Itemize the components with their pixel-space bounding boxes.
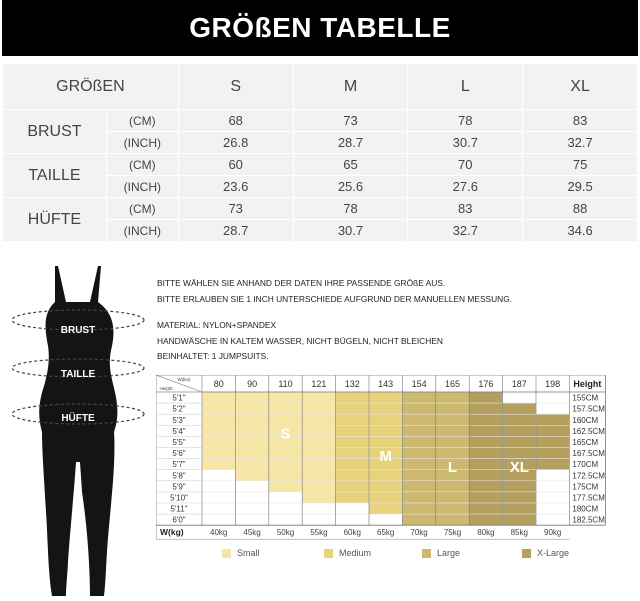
heat-cell xyxy=(269,459,302,470)
heat-cell xyxy=(402,392,435,403)
lbs-tick-label: 110 xyxy=(278,379,293,389)
heat-cell xyxy=(302,425,335,436)
heat-cell xyxy=(336,436,369,447)
size-table xyxy=(2,63,638,242)
legend-item-medium xyxy=(324,548,371,558)
heat-cell xyxy=(202,448,235,459)
heat-cell xyxy=(436,448,469,459)
value-cell: 68 xyxy=(178,110,293,132)
kg-tick-label: 70kg xyxy=(410,528,428,538)
legend-label: Small xyxy=(237,548,260,558)
heat-cell xyxy=(302,492,335,503)
heat-cell xyxy=(336,481,369,492)
height-cm-label: 167.5CM xyxy=(572,449,605,459)
heat-cell xyxy=(336,492,369,503)
heat-cell xyxy=(336,503,369,514)
lbs-tick-label: 80 xyxy=(213,379,224,389)
heat-cell xyxy=(503,414,536,425)
kg-tick-label: 50kg xyxy=(276,528,295,538)
size-region-label: S xyxy=(280,425,291,443)
heat-cell xyxy=(235,414,268,425)
heat-cell xyxy=(235,403,268,414)
heat-cell xyxy=(202,425,235,436)
heat-cell xyxy=(369,425,402,436)
heat-cell xyxy=(436,481,469,492)
value-cell: 83 xyxy=(408,198,523,220)
lbs-tick-label: 176 xyxy=(478,379,494,389)
heat-cell xyxy=(436,492,469,503)
size-table-header xyxy=(3,64,638,110)
corner-lbs-label: W(lbs) xyxy=(177,377,191,382)
heat-cell xyxy=(369,470,402,481)
kg-tick-label: 55kg xyxy=(310,528,328,538)
heat-cell xyxy=(336,414,369,425)
unit-cell: (INCH) xyxy=(106,176,178,198)
lbs-tick-label: 121 xyxy=(311,379,327,389)
heat-cell xyxy=(469,470,502,481)
value-cell: 73 xyxy=(293,110,408,132)
heat-cell xyxy=(503,436,536,447)
value-cell: 75 xyxy=(523,154,638,176)
heat-cell xyxy=(302,448,335,459)
heat-cell xyxy=(336,392,369,403)
heat-cell xyxy=(536,448,569,459)
heat-cell xyxy=(336,459,369,470)
kg-tick-label: 80kg xyxy=(477,528,495,538)
heat-cell xyxy=(202,481,235,492)
heat-cell xyxy=(402,425,435,436)
heat-cell xyxy=(503,425,536,436)
heat-cell xyxy=(503,392,536,403)
heat-cell xyxy=(235,448,268,459)
note-4: HANDWÄSCHE IN KALTEM WASSER, NICHT BÜGELN, NICHT BLEICHEN xyxy=(157,336,443,346)
heat-cell xyxy=(503,403,536,414)
legend-label: Large xyxy=(437,548,461,558)
value-cell: 23.6 xyxy=(178,176,293,198)
height-ft-label: 5'11" xyxy=(170,504,188,514)
heat-cell xyxy=(302,481,335,492)
heat-cell xyxy=(402,448,435,459)
unit-cell: (INCH) xyxy=(106,132,178,154)
heat-cell xyxy=(536,459,569,470)
size-m: M xyxy=(293,64,408,110)
height-cm-label: 182.5CM xyxy=(572,515,605,525)
height-cm-label: 165CM xyxy=(572,438,599,447)
heat-cell xyxy=(469,414,502,425)
heat-cell xyxy=(369,392,402,403)
value-cell: 32.7 xyxy=(408,220,523,242)
height-ft-label: 5'7" xyxy=(172,460,186,470)
size-region-label: XL xyxy=(509,458,529,476)
kg-tick-label: 90kg xyxy=(544,528,562,538)
heat-cell xyxy=(235,481,268,492)
heat-cell xyxy=(436,403,469,414)
size-region-label: M xyxy=(379,447,392,465)
unit-cell: (CM) xyxy=(106,154,178,176)
height-cm-label: 162.5CM xyxy=(572,426,605,436)
kg-tick-label: 75kg xyxy=(443,528,462,538)
heat-cell xyxy=(469,425,502,436)
height-ft-label: 5'6" xyxy=(172,449,186,459)
heat-cell xyxy=(235,514,268,525)
heat-cell xyxy=(202,436,235,447)
legend xyxy=(222,548,602,564)
heat-cell xyxy=(235,459,268,470)
kg-tick-label: 40kg xyxy=(210,528,228,538)
heat-cell xyxy=(202,403,235,414)
note-5: BEINHALTET: 1 JUMPSUITS. xyxy=(157,351,269,361)
value-cell: 70 xyxy=(408,154,523,176)
height-ft-label: 5'5" xyxy=(172,438,186,447)
heat-cell xyxy=(402,492,435,503)
heat-cell xyxy=(469,436,502,447)
heat-cell xyxy=(402,436,435,447)
heat-cell xyxy=(402,481,435,492)
heat-cell xyxy=(536,514,569,525)
size-header-label: GRÖßEN xyxy=(3,64,179,110)
unit-cell: (CM) xyxy=(106,110,178,132)
title-bar xyxy=(2,0,638,56)
heat-cell xyxy=(302,414,335,425)
height-ft-label: 5'4" xyxy=(172,426,186,436)
value-cell: 78 xyxy=(293,198,408,220)
value-cell: 32.7 xyxy=(523,132,638,154)
heat-cell xyxy=(202,503,235,514)
value-cell: 26.8 xyxy=(178,132,293,154)
lbs-tick-label: 143 xyxy=(378,379,394,389)
heat-cell xyxy=(402,470,435,481)
heat-cell xyxy=(302,436,335,447)
heat-cell xyxy=(369,403,402,414)
legend-item-xlarge xyxy=(522,548,569,558)
heat-cell xyxy=(469,514,502,525)
height-ft-label: 5'10" xyxy=(170,493,188,503)
value-cell: 73 xyxy=(178,198,293,220)
heat-cell xyxy=(436,392,469,403)
figure-label-taille: TAILLE xyxy=(60,369,96,380)
value-cell: 25.6 xyxy=(293,176,408,198)
heat-cell xyxy=(503,514,536,525)
height-header-label: Height xyxy=(573,379,602,389)
value-cell: 27.6 xyxy=(408,176,523,198)
lbs-tick-label: 132 xyxy=(344,379,360,389)
value-cell: 78 xyxy=(408,110,523,132)
heat-cell xyxy=(402,514,435,525)
heat-cell xyxy=(369,503,402,514)
heat-cell xyxy=(235,436,268,447)
jumpsuit-silhouette xyxy=(39,266,117,596)
heat-cell xyxy=(202,392,235,403)
heat-cell xyxy=(436,425,469,436)
row-name-taille: TAILLE xyxy=(3,154,107,198)
heat-cell xyxy=(469,459,502,470)
height-ft-label: 5'8" xyxy=(172,471,186,481)
heat-cell xyxy=(469,492,502,503)
heat-cell xyxy=(202,414,235,425)
heat-cell xyxy=(503,492,536,503)
heat-cell xyxy=(302,514,335,525)
heat-cell xyxy=(469,403,502,414)
row-name-brust: BRUST xyxy=(3,110,107,154)
kg-tick-label: 60kg xyxy=(343,528,361,538)
heat-cell xyxy=(402,503,435,514)
size-s: S xyxy=(178,64,293,110)
legend-label: Medium xyxy=(339,548,372,558)
heat-cell xyxy=(302,470,335,481)
heat-cell xyxy=(536,425,569,436)
heat-cell xyxy=(235,425,268,436)
heat-cell xyxy=(402,403,435,414)
table-row xyxy=(3,198,638,220)
heat-cell xyxy=(269,414,302,425)
heat-cell xyxy=(369,414,402,425)
heat-cell xyxy=(536,436,569,447)
heat-cell xyxy=(202,470,235,481)
height-cm-label: 155CM xyxy=(572,393,599,403)
heat-cell xyxy=(469,503,502,514)
height-ft-label: 5'1" xyxy=(172,393,186,403)
lbs-tick-label: 165 xyxy=(444,379,461,389)
heat-cell xyxy=(202,459,235,470)
lbs-tick-label: 154 xyxy=(411,379,427,389)
height-cm-label: 160CM xyxy=(572,415,599,425)
heat-cell xyxy=(369,492,402,503)
height-weight-chart xyxy=(156,375,608,547)
heat-cell xyxy=(336,448,369,459)
figure-label-huefte: HÜFTE xyxy=(61,413,95,424)
heat-cell xyxy=(235,503,268,514)
size-l: L xyxy=(408,64,523,110)
jumpsuit-figure xyxy=(8,262,148,598)
heat-cell xyxy=(269,492,302,503)
value-cell: 34.6 xyxy=(523,220,638,242)
heat-cell xyxy=(269,392,302,403)
size-xl: XL xyxy=(523,64,638,110)
heat-cell xyxy=(436,514,469,525)
heat-cell xyxy=(202,492,235,503)
heat-cell xyxy=(369,514,402,525)
heat-cell xyxy=(402,414,435,425)
legend-label: X-Large xyxy=(537,548,570,558)
heat-cell xyxy=(503,481,536,492)
corner-height-label: Height xyxy=(159,386,173,391)
heat-cell xyxy=(469,481,502,492)
heat-cell xyxy=(536,492,569,503)
height-cm-label: 175CM xyxy=(572,482,599,492)
heat-cell xyxy=(302,392,335,403)
unit-cell: (CM) xyxy=(106,198,178,220)
value-cell: 29.5 xyxy=(523,176,638,198)
height-cm-label: 177.5CM xyxy=(572,493,605,503)
heat-cell xyxy=(369,481,402,492)
kg-tick-label: 45kg xyxy=(243,528,261,538)
heat-cell xyxy=(336,425,369,436)
heat-cell xyxy=(302,459,335,470)
legend-swatch xyxy=(324,549,333,558)
heat-cell xyxy=(469,392,502,403)
heat-cell xyxy=(536,481,569,492)
note-3: MATERIAL: NYLON+SPANDEX xyxy=(157,320,277,330)
heat-cell xyxy=(302,403,335,414)
height-ft-label: 5'3" xyxy=(172,415,186,425)
heat-cell xyxy=(235,492,268,503)
heat-cell xyxy=(269,403,302,414)
heat-cell xyxy=(469,448,502,459)
height-cm-label: 172.5CM xyxy=(572,471,605,481)
value-cell: 28.7 xyxy=(293,132,408,154)
kg-tick-label: 65kg xyxy=(377,528,395,538)
heat-cell xyxy=(235,470,268,481)
legend-swatch xyxy=(422,549,431,558)
heat-cell xyxy=(402,459,435,470)
heat-cell xyxy=(302,503,335,514)
legend-swatch xyxy=(222,549,231,558)
heat-cell xyxy=(503,503,536,514)
heat-cell xyxy=(436,414,469,425)
table-row xyxy=(3,110,638,132)
value-cell: 30.7 xyxy=(293,220,408,242)
legend-item-large xyxy=(422,548,460,558)
heat-cell xyxy=(336,514,369,525)
value-cell: 60 xyxy=(178,154,293,176)
legend-swatch xyxy=(522,549,531,558)
figure-label-brust: BRUST xyxy=(60,325,96,336)
value-cell: 28.7 xyxy=(178,220,293,242)
legend-item-small xyxy=(222,548,260,558)
heat-cell xyxy=(536,414,569,425)
heat-cell xyxy=(369,436,402,447)
note-2: BITTE ERLAUBEN SIE 1 INCH UNTERSCHIEDE AUFGRUND DER MANUELLEN MESSUNG. xyxy=(157,294,513,304)
table-row xyxy=(3,154,638,176)
row-name-huefte: HÜFTE xyxy=(3,198,107,242)
heat-cell xyxy=(269,481,302,492)
height-ft-label: 6'0" xyxy=(172,515,186,525)
height-cm-label: 180CM xyxy=(572,504,599,514)
lbs-tick-label: 90 xyxy=(247,379,258,389)
kg-tick-label: 85kg xyxy=(510,528,528,538)
heat-cell xyxy=(536,503,569,514)
lbs-tick-label: 187 xyxy=(511,379,527,389)
size-region-label: L xyxy=(447,458,458,476)
value-cell: 30.7 xyxy=(408,132,523,154)
heat-cell xyxy=(536,470,569,481)
weight-kg-label: W(kg) xyxy=(160,527,184,538)
heat-cell xyxy=(336,470,369,481)
heat-cell xyxy=(269,503,302,514)
value-cell: 83 xyxy=(523,110,638,132)
height-ft-label: 5'2" xyxy=(172,404,186,414)
unit-cell: (INCH) xyxy=(106,220,178,242)
lbs-tick-label: 198 xyxy=(545,379,561,389)
value-cell: 65 xyxy=(293,154,408,176)
page-title: GRÖßEN TABELLE xyxy=(189,12,451,43)
heat-cell xyxy=(436,503,469,514)
value-cell: 88 xyxy=(523,198,638,220)
heat-cell xyxy=(503,448,536,459)
heat-cell xyxy=(202,514,235,525)
heat-cell xyxy=(536,392,569,403)
height-ft-label: 5'9" xyxy=(172,482,186,492)
heat-cell xyxy=(536,403,569,414)
heat-cell xyxy=(436,436,469,447)
heat-cell xyxy=(336,403,369,414)
heat-cell xyxy=(269,448,302,459)
heat-cell xyxy=(269,514,302,525)
note-1: BITTE WÄHLEN SIE ANHAND DER DATEN IHRE PASSENDE GRÖßE AUS. xyxy=(157,278,446,288)
heat-cell xyxy=(235,392,268,403)
height-cm-label: 157.5CM xyxy=(572,404,605,414)
height-cm-label: 170CM xyxy=(572,460,599,470)
heat-cell xyxy=(269,470,302,481)
